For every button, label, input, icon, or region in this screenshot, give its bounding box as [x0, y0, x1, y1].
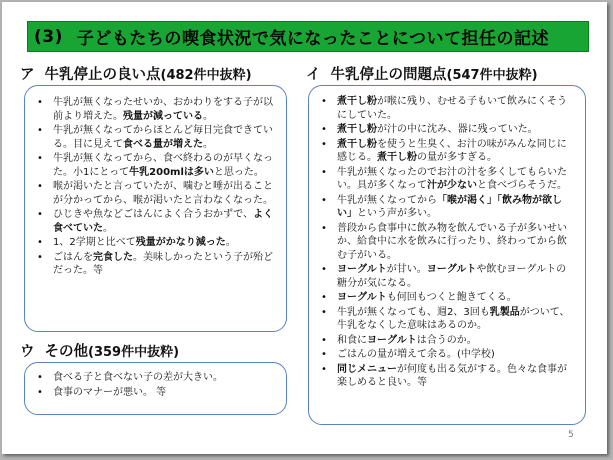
- title-text: 子どもたちの喫食状況で気になったことについて担任の記述: [76, 29, 550, 49]
- section-c-title: その他: [44, 344, 88, 360]
- section-b-count: (547件中抜粋): [446, 68, 538, 83]
- list-item: [315, 222, 575, 263]
- item-text: 普段から食事中に飲み物を飲んでいる子が多いせいか、給食中に水を飲みに行ったり、終わってから飲む子がいる。: [337, 222, 567, 261]
- list-item: [31, 180, 276, 207]
- item-text: 牛乳が無くなってから: [337, 194, 437, 206]
- slide-title: [27, 21, 589, 52]
- emphasis-text: 煮干し粉: [337, 96, 377, 107]
- item-text: が甘い。: [386, 264, 427, 275]
- item-text: 喉が渇いたと言っていたが、噛むと唾が出ることが分かってから、喉が渇いたと言わなくなった。: [53, 181, 273, 206]
- emphasis-text: 同じメニュー: [337, 363, 397, 375]
- emphasis-text: 煮干し粉: [337, 124, 377, 135]
- item-text: 牛乳が無くなってから、食べ終わるのが早くなった。小1にとって: [53, 153, 273, 178]
- list-item: [31, 152, 276, 179]
- section-b-title: 牛乳停止の問題点: [330, 67, 447, 83]
- item-text: 。美味しかったという子が殆どだった。等: [53, 251, 273, 276]
- item-text: を使うと生臭く、お汁の味がみんな同じに感じる。: [337, 138, 567, 163]
- list-item: [315, 306, 575, 333]
- list-item: [31, 386, 276, 400]
- section-a-heading: [20, 63, 252, 84]
- item-text: が何度も出る気がする。色々な食事が楽しめると良い。等: [337, 363, 567, 388]
- item-text: 牛乳が無くなったのでお汁の汁を多くしてもらいたい。具が多くなって: [337, 166, 567, 191]
- section-a-count: (482件中抜粋): [160, 68, 252, 83]
- item-text: 和食に: [337, 334, 367, 346]
- item-text: の量が多すぎる。: [417, 152, 497, 163]
- title-number: (3): [34, 26, 63, 47]
- item-text: は合うのか。: [416, 334, 477, 346]
- list-item: [315, 166, 575, 193]
- emphasis-text: よく食べていた: [53, 209, 274, 234]
- list-item: [31, 371, 276, 385]
- list-item: [31, 96, 276, 123]
- item-text: 1、2学期と比べて: [53, 237, 136, 248]
- item-text: がついて、牛乳をなくした意味はあるのか。: [337, 306, 570, 331]
- section-c-heading: [20, 340, 179, 361]
- emphasis-text: 牛乳200mlは多い: [129, 166, 214, 178]
- emphasis-text: 煮干し粉: [337, 138, 377, 150]
- item-text: 牛乳が無くなってからほとんど毎日完食できている。目に見えて: [53, 125, 273, 150]
- item-text: や飲むヨーグルトの糖分が気になる。: [337, 264, 567, 289]
- emphasis-text: 「喉が渇く」「飲み物が欲しい」: [337, 194, 562, 219]
- section-c-list: [31, 371, 276, 399]
- section-b-heading: [306, 63, 538, 84]
- emphasis-text: 汁が少ない: [427, 180, 477, 191]
- emphasis-text: 完食した: [93, 251, 133, 263]
- item-text: 食事のマナーが悪い。 等: [53, 386, 167, 398]
- section-c-box: [24, 362, 287, 415]
- item-text: 。: [203, 138, 213, 150]
- list-item: [315, 263, 575, 290]
- section-a-title: 牛乳停止の良い点: [44, 67, 161, 83]
- list-item: [315, 123, 575, 137]
- section-b-list: [315, 95, 575, 390]
- item-text: と食べづらそうだ。: [477, 180, 567, 191]
- list-item: [315, 363, 575, 390]
- item-text: 。: [203, 110, 213, 122]
- list-item: [31, 124, 276, 151]
- item-text: と思った。: [213, 166, 264, 178]
- emphasis-text: 煮干し粉: [377, 152, 417, 163]
- emphasis-text: ヨーグルト: [337, 264, 387, 275]
- item-text: 。: [225, 237, 236, 248]
- emphasis-text: ヨーグルト: [367, 334, 417, 346]
- page-number: 5: [568, 430, 574, 440]
- list-item: [31, 208, 276, 235]
- emphasis-text: 乳製品: [489, 306, 520, 318]
- section-b-mark: イ: [306, 67, 321, 83]
- item-text: 牛乳が無くなったせいか、おかわりをする子が以前より増えた。: [53, 97, 273, 122]
- item-text: ごはんを: [53, 251, 93, 263]
- list-item: [31, 251, 276, 278]
- emphasis-text: ヨーグルト: [337, 292, 387, 303]
- list-item: [315, 95, 575, 122]
- item-text: も何回もつくと飽きてくる。: [386, 292, 517, 303]
- section-a-box: [24, 85, 287, 332]
- emphasis-text: 残量が減っている: [123, 110, 203, 122]
- section-c-count: (359件中抜粋): [88, 345, 180, 360]
- item-text: 牛乳が無くなっても、週2、3回も: [337, 306, 490, 318]
- item-text: という声が多い。: [357, 208, 437, 219]
- list-item: [315, 194, 575, 221]
- item-text: ごはんの量が増えて余る。(中学校): [337, 349, 495, 360]
- item-text: が汁の中に沈み、器に残っていた。: [377, 124, 538, 135]
- list-item: [315, 291, 575, 305]
- emphasis-text: ヨーグルト: [426, 264, 477, 275]
- section-a-list: [31, 96, 276, 278]
- item-text: 食べる子と食べない子の差が大きい。: [53, 372, 223, 383]
- item-text: が喉に残り、むせる子もいて飲みにくそうにしていた。: [337, 96, 567, 121]
- section-a-mark: ア: [20, 67, 35, 83]
- item-text: ひじきや魚などごはんによく合うおかずで、: [53, 209, 254, 220]
- list-item: [31, 236, 276, 250]
- section-b-box: [308, 85, 586, 425]
- section-c-mark: ウ: [20, 344, 35, 360]
- list-item: [315, 334, 575, 348]
- emphasis-text: 残量がかなり減った: [135, 237, 226, 248]
- emphasis-text: 食べる量が増えた: [123, 138, 203, 150]
- slide: [2, 2, 607, 454]
- item-text: 。: [103, 222, 113, 234]
- list-item: [315, 348, 575, 362]
- list-item: [315, 138, 575, 165]
